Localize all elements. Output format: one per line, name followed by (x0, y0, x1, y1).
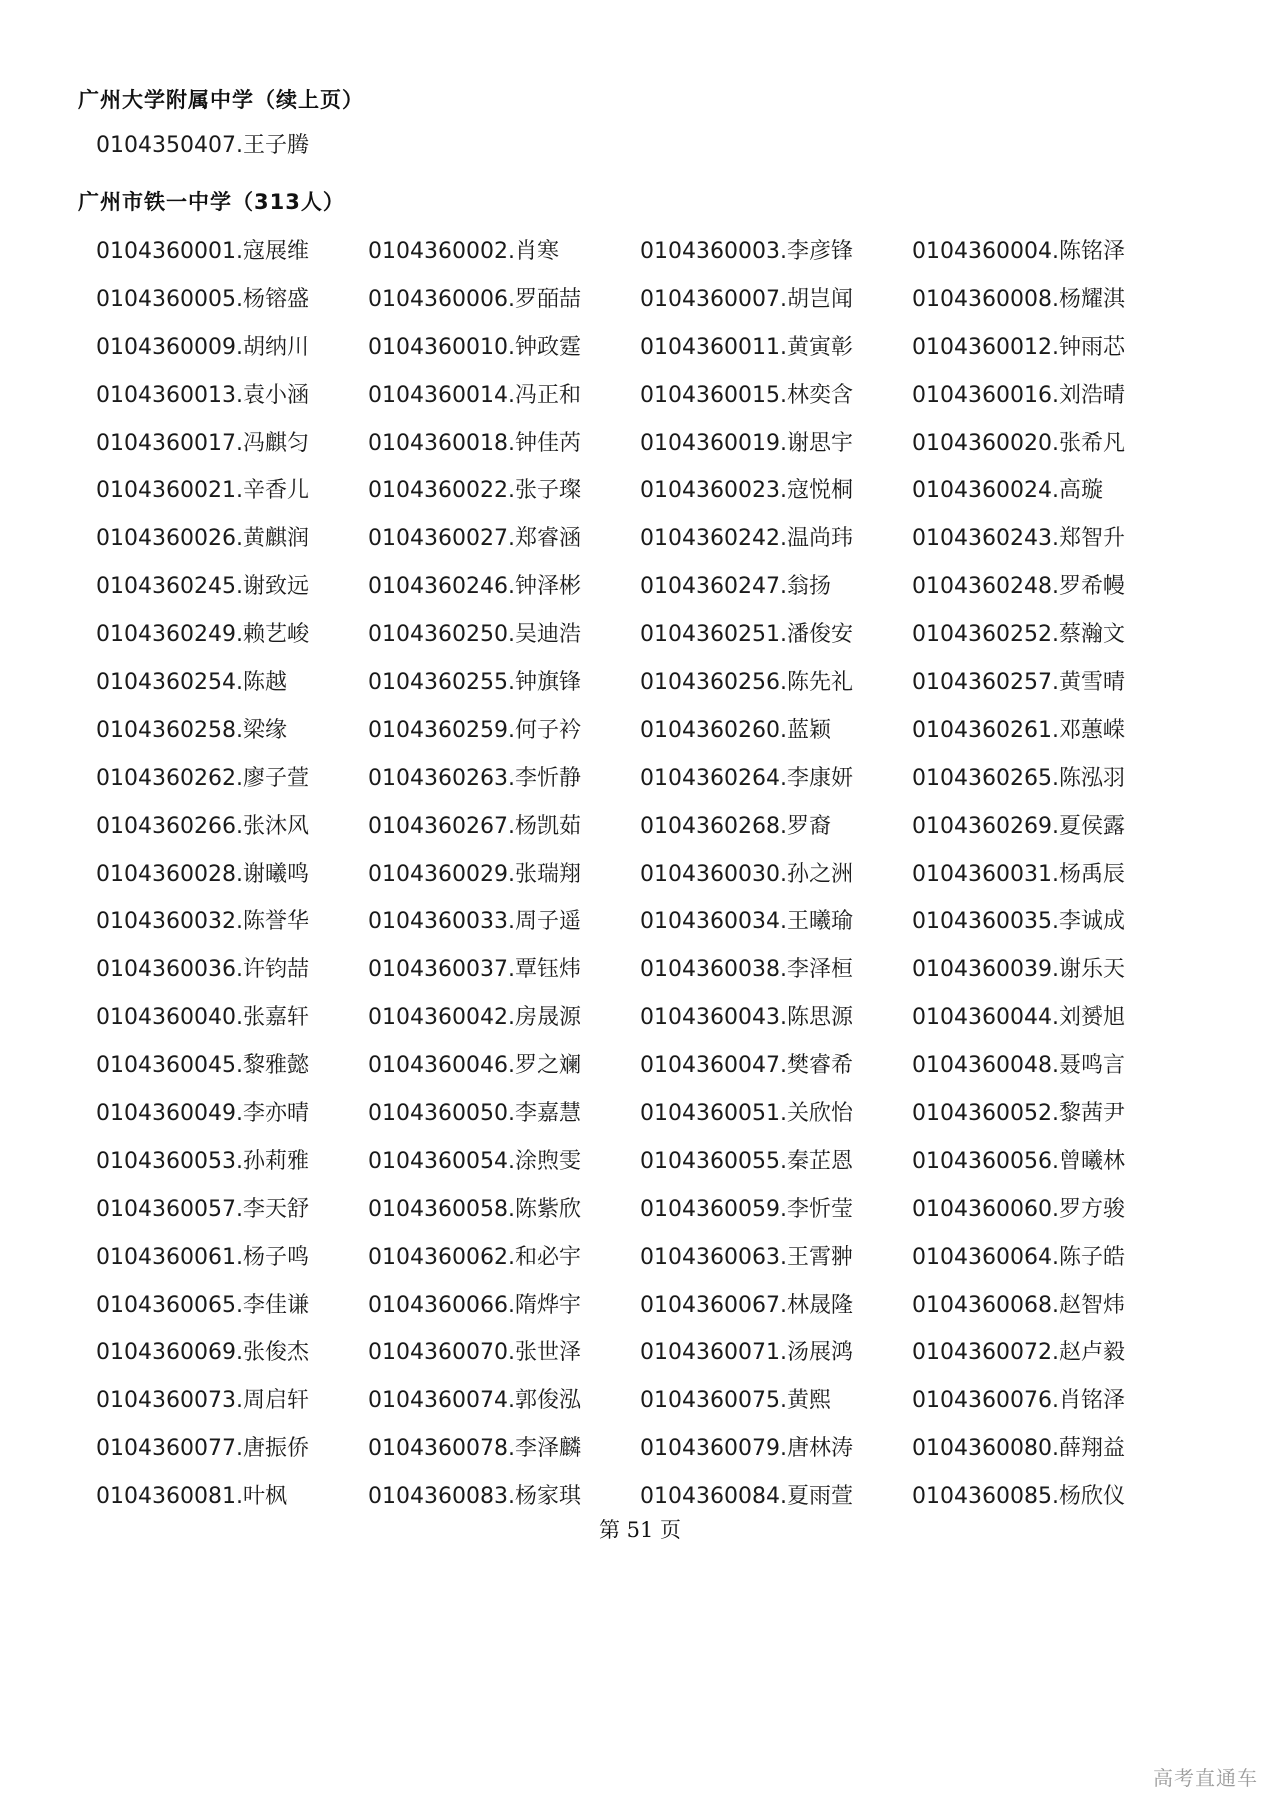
list-item: 0104360020.张希凡 (912, 430, 1125, 456)
list-item: 0104360030.孙之洲 (640, 861, 853, 887)
list-item: 0104360064.陈子皓 (912, 1244, 1125, 1270)
list-item: 0104360039.谢乐天 (912, 957, 1125, 983)
list-item: 0104360008.杨耀淇 (912, 286, 1125, 312)
list-item: 0104360040.张嘉轩 (96, 1005, 309, 1031)
list-item: 0104360023.寇悦桐 (640, 478, 853, 504)
list-item: 0104360256.陈先礼 (640, 669, 853, 695)
list-item: 0104360074.郭俊泓 (368, 1388, 581, 1414)
list-item: 0104360010.钟政霆 (368, 334, 581, 360)
list-item: 0104360002.肖寒 (368, 238, 559, 264)
list-item: 0104360259.何子衿 (368, 717, 581, 743)
list-item: 0104360254.陈越 (96, 669, 287, 695)
list-item: 0104360079.唐林涛 (640, 1436, 853, 1462)
list-item: 0104360267.杨凯茹 (368, 813, 581, 839)
list-item: 0104360268.罗裔 (640, 813, 831, 839)
list-item: 0104360255.钟旗锋 (368, 669, 581, 695)
list-item: 0104360014.冯正和 (368, 382, 581, 408)
list-item: 0104360245.谢致远 (96, 574, 309, 600)
list-item: 0104360073.周启轩 (96, 1388, 309, 1414)
list-item: 0104360052.黎茜尹 (912, 1100, 1125, 1126)
list-item: 0104360024.高璇 (912, 478, 1103, 504)
list-item: 0104360243.郑智升 (912, 526, 1125, 552)
list-item: 0104360058.陈紫欣 (368, 1196, 581, 1222)
list-item: 0104360056.曾曦林 (912, 1148, 1125, 1174)
list-item: 0104360247.翁扬 (640, 574, 831, 600)
list-item: 0104360037.覃钰炜 (368, 957, 581, 983)
list-item: 0104360044.刘赟旭 (912, 1005, 1125, 1031)
list-item: 0104360067.林晟隆 (640, 1292, 853, 1318)
list-item: 0104360250.吴迪浩 (368, 622, 581, 648)
list-item: 0104360070.张世泽 (368, 1340, 581, 1366)
list-item: 0104360269.夏侯露 (912, 813, 1125, 839)
list-item: 0104360012.钟雨芯 (912, 334, 1125, 360)
list-item: 0104360015.林奕含 (640, 382, 853, 408)
list-item: 0104360021.辛香儿 (96, 478, 309, 504)
list-item: 0104360081.叶枫 (96, 1484, 287, 1510)
page-number: 第 51 页 (598, 1518, 682, 1542)
list-item: 0104360027.郑睿涵 (368, 526, 581, 552)
list-item: 0104360264.李康妍 (640, 765, 853, 791)
list-item: 0104360080.薛翔益 (912, 1436, 1125, 1462)
list-item: 0104360257.黄雪晴 (912, 669, 1125, 695)
list-item: 0104360068.赵智炜 (912, 1292, 1125, 1318)
list-item: 0104360045.黎雅懿 (96, 1053, 309, 1079)
list-item: 0104360251.潘俊安 (640, 622, 853, 648)
list-item: 0104360062.和必宇 (368, 1244, 581, 1270)
list-item: 0104360049.李亦晴 (96, 1100, 309, 1126)
list-item: 0104360018.钟佳芮 (368, 430, 581, 456)
list-item: 0104360266.张沐风 (96, 813, 309, 839)
list-item: 0104360019.谢思宇 (640, 430, 853, 456)
list-item: 0104360261.邓蕙嵘 (912, 717, 1125, 743)
list-item: 0104360048.聂鸣言 (912, 1053, 1125, 1079)
list-item: 0104360252.蔡瀚文 (912, 622, 1125, 648)
list-item: 0104360258.梁缘 (96, 717, 287, 743)
list-item: 0104360029.张瑞翔 (368, 861, 581, 887)
list-item: 0104360061.杨子鸣 (96, 1244, 309, 1270)
list-item: 0104360011.黄寅彰 (640, 334, 853, 360)
list-item: 0104360263.李忻静 (368, 765, 581, 791)
list-item: 0104360260.蓝颖 (640, 717, 831, 743)
list-item: 0104360026.黄麒润 (96, 526, 309, 552)
list-item: 0104360034.王曦瑜 (640, 909, 853, 935)
list-item: 0104360057.李天舒 (96, 1196, 309, 1222)
list-item: 0104360072.赵卢毅 (912, 1340, 1125, 1366)
list-item: 0104360083.杨家琪 (368, 1484, 581, 1510)
list-item: 0104360084.夏雨萱 (640, 1484, 853, 1510)
list-item: 0104360066.隋烨宇 (368, 1292, 581, 1318)
list-item: 0104360051.关欣怡 (640, 1100, 853, 1126)
list-item: 0104360005.杨镕盛 (96, 286, 309, 312)
list-item: 0104360053.孙莉雅 (96, 1148, 309, 1174)
list-item: 0104360004.陈铭泽 (912, 238, 1125, 264)
list-item: 0104360071.汤展鸿 (640, 1340, 853, 1366)
list-item: 0104360055.秦芷恩 (640, 1148, 853, 1174)
list-item: 0104360017.冯麒匀 (96, 430, 309, 456)
watermark: 高考直通车 (1153, 1766, 1258, 1790)
list-item: 0104360022.张子璨 (368, 478, 581, 504)
list-item: 0104360043.陈思源 (640, 1005, 853, 1031)
list-item: 0104360035.李诚成 (912, 909, 1125, 935)
list-item: 0104360006.罗皕喆 (368, 286, 581, 312)
list-item: 0104360028.谢曦鸣 (96, 861, 309, 887)
list-item: 0104360065.李佳谦 (96, 1292, 309, 1318)
list-item: 0104360033.周子遥 (368, 909, 581, 935)
list-item: 0104360069.张俊杰 (96, 1340, 309, 1366)
list-item: 0104360076.肖铭泽 (912, 1388, 1125, 1414)
list-item: 0104360246.钟泽彬 (368, 574, 581, 600)
list-item: 0104360003.李彦锋 (640, 238, 853, 264)
list-item: 0104360042.房晟源 (368, 1005, 581, 1031)
list-item: 0104360249.赖艺峻 (96, 622, 309, 648)
list-item: 0104360085.杨欣仪 (912, 1484, 1125, 1510)
list-item: 0104360078.李泽麟 (368, 1436, 581, 1462)
list-item: 0104360050.李嘉慧 (368, 1100, 581, 1126)
section-heading-tieyi: 广州市铁一中学（313人） (78, 190, 345, 214)
list-item: 0104360036.许钧喆 (96, 957, 309, 983)
list-item: 0104360032.陈誉华 (96, 909, 309, 935)
list-item: 0104360242.温尚玮 (640, 526, 853, 552)
list-item: 0104360016.刘浩晴 (912, 382, 1125, 408)
list-item: 0104360009.胡纳川 (96, 334, 309, 360)
list-item: 0104360013.袁小涵 (96, 382, 309, 408)
list-item: 0104360054.涂煦雯 (368, 1148, 581, 1174)
section-heading-gdfz: 广州大学附属中学（续上页） (78, 88, 364, 112)
list-item: 0104360063.王霄翀 (640, 1244, 853, 1270)
list-item: 0104360038.李泽桓 (640, 957, 853, 983)
list-item: 0104360047.樊睿希 (640, 1053, 853, 1079)
list-item: 0104360248.罗希幔 (912, 574, 1125, 600)
list-item: 0104360077.唐振侨 (96, 1436, 309, 1462)
list-item: 0104360046.罗之斓 (368, 1053, 581, 1079)
list-item: 0104360007.胡岂闻 (640, 286, 853, 312)
list-item: 0104360031.杨禹辰 (912, 861, 1125, 887)
list-item: 0104360262.廖子萱 (96, 765, 309, 791)
list-item: 0104350407.王子腾 (96, 133, 309, 158)
list-item: 0104360059.李忻莹 (640, 1196, 853, 1222)
list-item: 0104360265.陈泓羽 (912, 765, 1125, 791)
list-item: 0104360001.寇展维 (96, 238, 309, 264)
list-item: 0104360075.黄熙 (640, 1388, 831, 1414)
list-item: 0104360060.罗方骏 (912, 1196, 1125, 1222)
entry-grid (96, 228, 1196, 1521)
